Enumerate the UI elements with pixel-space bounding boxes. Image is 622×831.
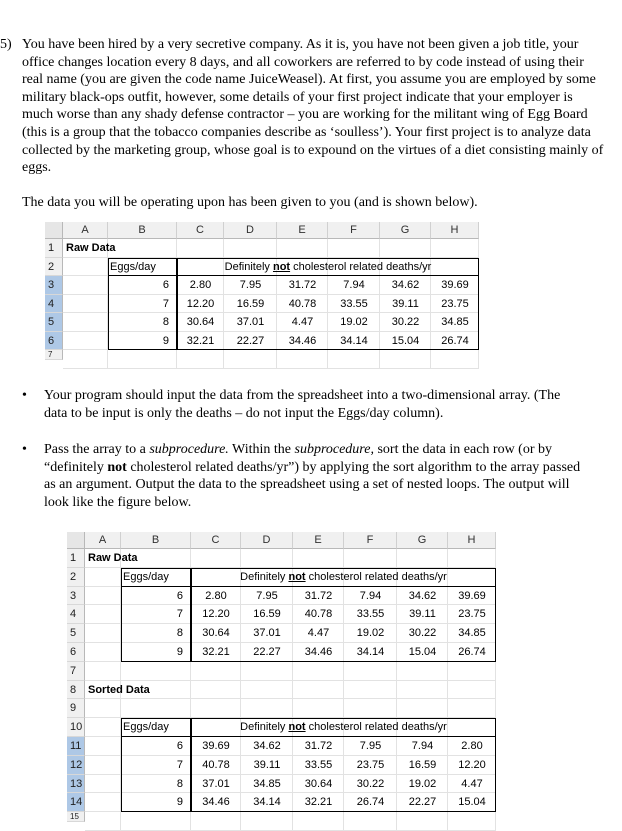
deaths-header-post: cholesterol related deaths/yr	[290, 260, 432, 273]
death-value: 39.69	[441, 279, 469, 291]
row-header-9[interactable]: 9	[67, 699, 85, 718]
row-header-3[interactable]: 3	[45, 276, 63, 295]
death-value: 34.14	[340, 334, 368, 347]
row-header-6[interactable]: 6	[45, 332, 63, 351]
question-number: 5)	[0, 37, 12, 52]
b2-pre: Pass the array to a	[44, 442, 150, 457]
death-value: 19.02	[356, 627, 385, 640]
select-all-corner[interactable]	[67, 532, 85, 549]
b2-bold: not	[107, 459, 127, 475]
death-value: 7.94	[359, 589, 382, 602]
death-value: 26.74	[356, 796, 385, 809]
b2-post: cholesterol related deaths/yr”) by applying the sort algorithm to the array passed as an argument. Output the data to the spreadsheet using a set of nested loops. The output will look like the figure below.	[44, 459, 581, 510]
death-value: 26.74	[458, 646, 486, 658]
row-header-4[interactable]: 4	[67, 605, 85, 624]
column-header-f[interactable]: F	[344, 532, 397, 549]
raw-data-spreadsheet	[45, 222, 539, 368]
death-value: 40.78	[288, 297, 317, 310]
death-value: 39.69	[202, 740, 230, 752]
question-paragraph	[0, 36, 606, 177]
row-header-7[interactable]: 7	[45, 350, 63, 360]
death-value: 2.80	[205, 589, 227, 602]
death-value: 34.46	[202, 796, 230, 809]
death-value: 30.22	[391, 316, 420, 328]
death-value: 4.47	[461, 777, 483, 790]
eggs-value: 8	[176, 777, 183, 790]
column-header-e[interactable]: E	[293, 532, 344, 549]
death-value: 39.11	[392, 297, 419, 310]
deaths-header-not: not	[288, 570, 306, 583]
deaths-header-pre: Definitely	[240, 570, 289, 583]
row-header-2[interactable]: 2	[45, 258, 63, 277]
death-value: 37.01	[236, 316, 265, 328]
row-header-7[interactable]: 7	[67, 662, 85, 681]
question-text: You have been hired by a very secretive company. As it is, you have not been given a job title, your office changes location every 8 days, and all coworkers are referred to by code instead of using their real name (you are given the code name JuiceWeasel). At first, you assume you are employed by some military black-ops outfit, however, some details of your first project indicate that your employer is much worse than any shady defense contractor – you are working for the militant wing of Egg Board (this is a group that the tobacco companies describe as ‘soulless’). Your first project is to analyze data collected by the marketing group, whose goal is to expound on the virtues of a diet consisting mainly of eggs.	[22, 37, 604, 176]
death-value: 15.04	[391, 334, 420, 347]
death-value: 39.69	[458, 589, 486, 602]
death-value: 26.74	[441, 334, 469, 347]
death-value: 30.64	[186, 316, 215, 328]
bullet-icon: •	[22, 442, 27, 457]
death-value: 37.01	[202, 777, 230, 790]
column-header-f[interactable]: F	[328, 222, 380, 239]
raw-data-label: Raw Data	[88, 552, 138, 564]
death-value: 30.22	[356, 777, 385, 790]
column-header-e[interactable]: E	[277, 222, 328, 239]
death-value: 2.80	[189, 279, 212, 291]
eggs-value: 8	[176, 627, 183, 640]
row-header-14[interactable]: 14	[67, 793, 85, 812]
column-header-h[interactable]: H	[431, 222, 479, 239]
column-header-c[interactable]: C	[191, 532, 241, 549]
death-value: 12.20	[458, 758, 486, 771]
row-header-1[interactable]: 1	[67, 549, 85, 568]
instruction-bullet-input	[22, 387, 584, 422]
death-value: 33.55	[356, 608, 385, 621]
death-value: 4.47	[291, 316, 314, 328]
row-header-10[interactable]: 10	[67, 718, 85, 737]
column-header-b[interactable]: B	[108, 222, 177, 239]
death-value: 40.78	[304, 608, 333, 621]
row-header-8[interactable]: 8	[67, 681, 85, 700]
column-header-b[interactable]: B	[121, 532, 191, 549]
death-value: 31.72	[288, 279, 317, 291]
gridline	[63, 368, 479, 369]
death-value: 34.14	[253, 796, 281, 809]
eggs-value: 7	[162, 297, 169, 310]
row-header-15[interactable]: 15	[67, 812, 85, 822]
death-value: 40.78	[202, 758, 230, 771]
death-value: 7.94	[411, 740, 434, 752]
eggs-value: 7	[176, 758, 183, 771]
eggs-per-day-header: Eggs/day	[110, 260, 156, 273]
death-value: 16.59	[253, 608, 281, 621]
death-value: 32.21	[186, 334, 215, 347]
row-header-11[interactable]: 11	[67, 737, 85, 756]
death-value: 16.59	[236, 297, 265, 310]
eggs-per-day-header: Eggs/day	[123, 721, 169, 734]
column-header-a[interactable]: A	[85, 532, 121, 549]
column-header-g[interactable]: G	[380, 222, 431, 239]
column-header-d[interactable]: D	[224, 222, 277, 239]
death-value: 23.75	[441, 297, 469, 310]
eggs-value: 9	[176, 646, 183, 658]
column-header-g[interactable]: G	[397, 532, 448, 549]
death-value: 34.62	[391, 279, 420, 291]
death-value: 31.72	[304, 740, 333, 752]
deaths-header-not: not	[272, 260, 291, 273]
death-value: 7.94	[343, 279, 365, 291]
death-value: 23.75	[356, 758, 385, 771]
death-value: 34.85	[458, 627, 486, 640]
death-value: 30.64	[304, 777, 333, 790]
death-value: 34.62	[253, 740, 281, 752]
death-value: 32.21	[304, 796, 333, 809]
eggs-value: 9	[162, 334, 169, 347]
death-value: 34.85	[441, 316, 469, 328]
death-value: 37.01	[253, 627, 281, 640]
death-value: 22.27	[236, 334, 265, 347]
row-header-5[interactable]: 5	[67, 624, 85, 643]
death-value: 7.95	[359, 740, 382, 752]
death-value: 12.20	[202, 608, 230, 621]
column-header-h[interactable]: H	[448, 532, 496, 549]
deaths-header-post: cholesterol related deaths/yr	[305, 721, 447, 734]
death-value: 31.72	[304, 589, 333, 602]
bullet-icon: •	[22, 388, 27, 403]
sorted-data-label: Sorted Data	[88, 683, 150, 696]
death-value: 16.59	[408, 758, 437, 771]
b2-em1: subprocedure.	[149, 442, 229, 457]
deaths-header	[191, 568, 496, 587]
eggs-value: 6	[162, 279, 169, 291]
death-value: 32.21	[202, 646, 230, 658]
eggs-per-day-header: Eggs/day	[123, 570, 169, 583]
data-intro: The data you will be operating upon has been given to you (and is shown below).	[22, 195, 478, 210]
deaths-header-post: cholesterol related deaths/yr	[305, 570, 447, 583]
row-header-5[interactable]: 5	[45, 313, 63, 332]
deaths-header-pre: Definitely	[240, 721, 289, 734]
instruction-bullet-sort	[22, 441, 589, 511]
death-value: 39.11	[253, 758, 281, 771]
death-value: 33.55	[304, 758, 333, 771]
death-value: 2.80	[461, 740, 483, 752]
death-value: 39.11	[409, 608, 436, 621]
death-value: 12.20	[186, 297, 215, 310]
raw-data-label: Raw Data	[66, 242, 116, 254]
death-value: 19.02	[408, 777, 437, 790]
death-value: 23.75	[458, 608, 486, 621]
row-header-3[interactable]: 3	[67, 587, 85, 606]
death-value: 30.64	[202, 627, 230, 640]
death-value: 34.46	[288, 334, 317, 347]
death-value: 34.46	[304, 646, 333, 658]
b2-mid2: sort the data in each row (or by “definitely	[44, 442, 553, 475]
eggs-value: 9	[176, 796, 183, 809]
row-header-13[interactable]: 13	[67, 775, 85, 794]
death-value: 19.02	[340, 316, 368, 328]
death-value: 30.22	[408, 627, 437, 640]
row-header-2[interactable]: 2	[67, 568, 85, 587]
row-header-12[interactable]: 12	[67, 756, 85, 775]
deaths-header	[191, 718, 496, 737]
select-all-corner[interactable]	[45, 222, 63, 239]
death-value: 15.04	[408, 646, 437, 658]
death-value: 34.62	[408, 589, 437, 602]
eggs-value: 7	[176, 608, 183, 621]
death-value: 22.27	[253, 646, 281, 658]
eggs-value: 6	[176, 589, 183, 602]
b2-em2: subprocedure,	[294, 442, 374, 457]
deaths-header	[177, 258, 479, 277]
column-header-d[interactable]: D	[241, 532, 293, 549]
column-header-a[interactable]: A	[63, 222, 108, 239]
row-header-4[interactable]: 4	[45, 295, 63, 314]
death-value: 34.14	[356, 646, 385, 658]
b2-mid: Within the	[228, 442, 295, 457]
row-header-6[interactable]: 6	[67, 643, 85, 662]
instruction-input-text: Your program should input the data from the spreadsheet into a two-dimensional array. (The data to be input is only the deaths – do not input the Eggs/day column).	[44, 388, 561, 421]
deaths-header-pre: Definitely	[224, 260, 273, 273]
row-header-1[interactable]: 1	[45, 239, 63, 258]
death-value: 15.04	[458, 796, 486, 809]
death-value: 7.95	[256, 589, 278, 602]
death-value: 34.85	[253, 777, 281, 790]
eggs-value: 6	[176, 740, 183, 752]
column-header-c[interactable]: C	[177, 222, 224, 239]
death-value: 4.47	[307, 627, 330, 640]
death-value: 22.27	[408, 796, 437, 809]
death-value: 7.95	[239, 279, 262, 291]
death-value: 33.55	[340, 297, 368, 310]
deaths-header-not: not	[288, 721, 306, 734]
eggs-value: 8	[162, 316, 169, 328]
sorted-data-spreadsheet	[67, 532, 546, 824]
